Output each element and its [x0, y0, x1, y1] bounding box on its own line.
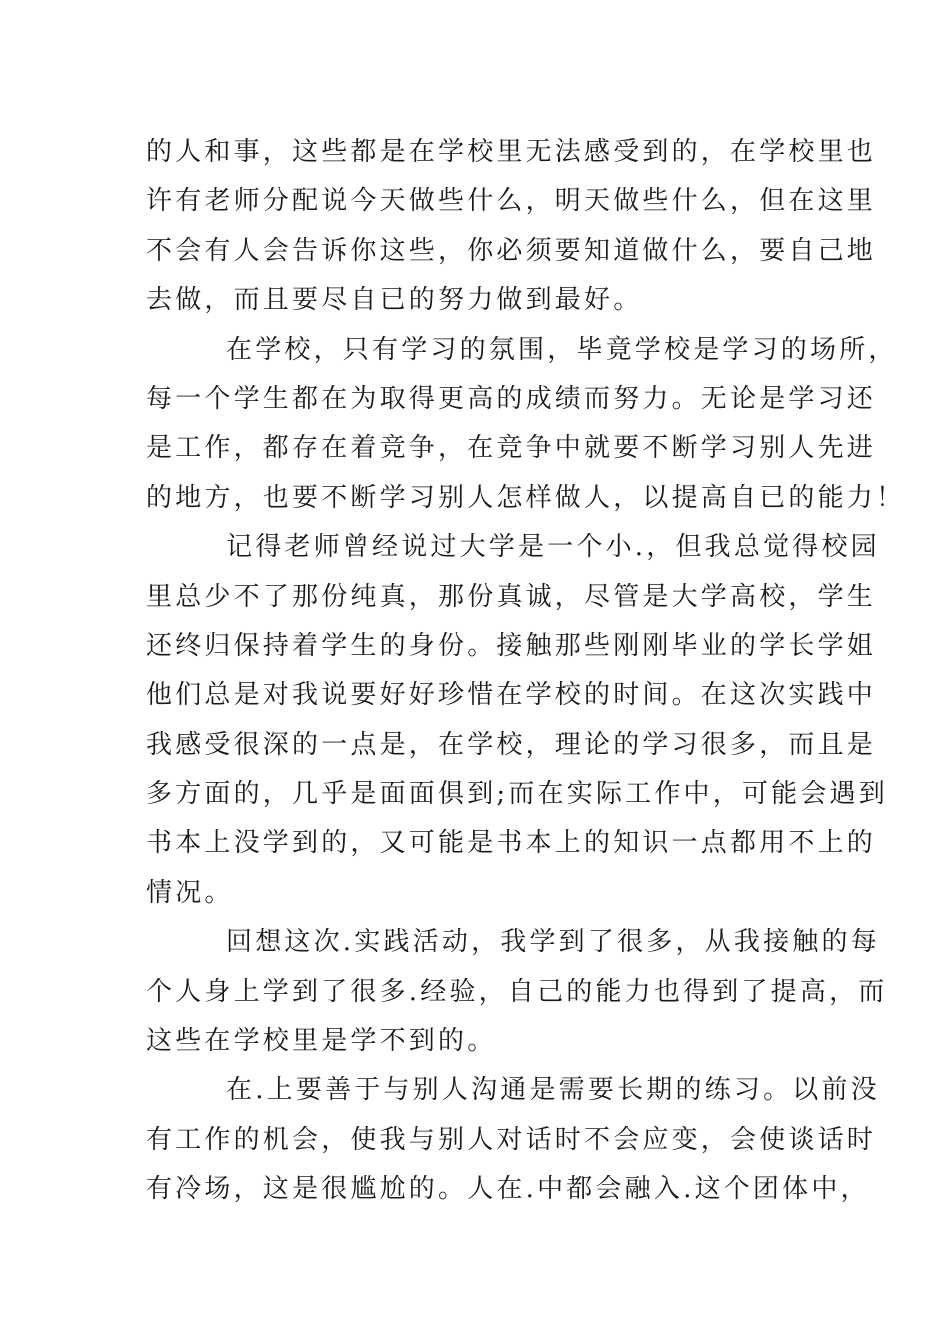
text-line: 情况。	[146, 877, 234, 908]
text-line: 书本上没学到的，又可能是书本上的知识一点都用不上的	[146, 828, 877, 859]
paragraph-first-line: 回想这次.实践活动，我学到了很多，从我接触的每	[226, 927, 880, 958]
text-line: 的人和事，这些都是在学校里无法感受到的，在学校里也	[146, 137, 877, 167]
text-line: 里总少不了那份纯真，那份真诚，尽管是大学高校，学生	[146, 581, 877, 612]
text-line: 的地方，也要不断学习别人怎样做人，以提高自已的能力！	[146, 482, 906, 513]
text-line: 是工作，都存在着竞争，在竞争中就要不断学习别人先进	[146, 433, 877, 464]
document-body	[146, 128, 906, 1215]
text-line: 不会有人会告诉你这些，你必须要知道做什么，要自己地	[146, 235, 877, 266]
paragraph-first-line: 在学校，只有学习的氛围，毕竟学校是学习的场所，	[226, 334, 898, 365]
text-line: 还终归保持着学生的身份。接触那些刚刚毕业的学长学姐	[146, 630, 877, 661]
text-line: 他们总是对我说要好好珍惜在学校的时间。在这次实践中	[146, 680, 877, 711]
text-line: 有工作的机会，使我与别人对话时不会应变，会使谈话时	[146, 1124, 877, 1155]
text-line: 去做，而且要尽自已的努力做到最好。	[146, 285, 643, 316]
text-line: 每一个学生都在为取得更高的成绩而努力。无论是学习还	[146, 383, 877, 414]
text-line: 这些在学校里是学不到的。	[146, 1026, 497, 1057]
text-line: 有冷场，这是很尴尬的。人在.中都会融入.这个团体中，	[146, 1174, 870, 1205]
paragraph-first-line: 在.上要善于与别人沟通是需要长期的练习。以前没	[226, 1075, 880, 1106]
text-line: 多方面的，几乎是面面俱到;而在实际工作中，可能会遇到	[146, 779, 888, 810]
text-line: 我感受很深的一点是，在学校，理论的学习很多，而且是	[146, 729, 877, 760]
text-line: 个人身上学到了很多.经验，自己的能力也得到了提高，而	[146, 976, 888, 1007]
text-line: 许有老师分配说今天做些什么，明天做些什么，但在这里	[146, 186, 877, 217]
paragraph-first-line: 记得老师曾经说过大学是一个小.，但我总觉得校园	[226, 532, 880, 563]
